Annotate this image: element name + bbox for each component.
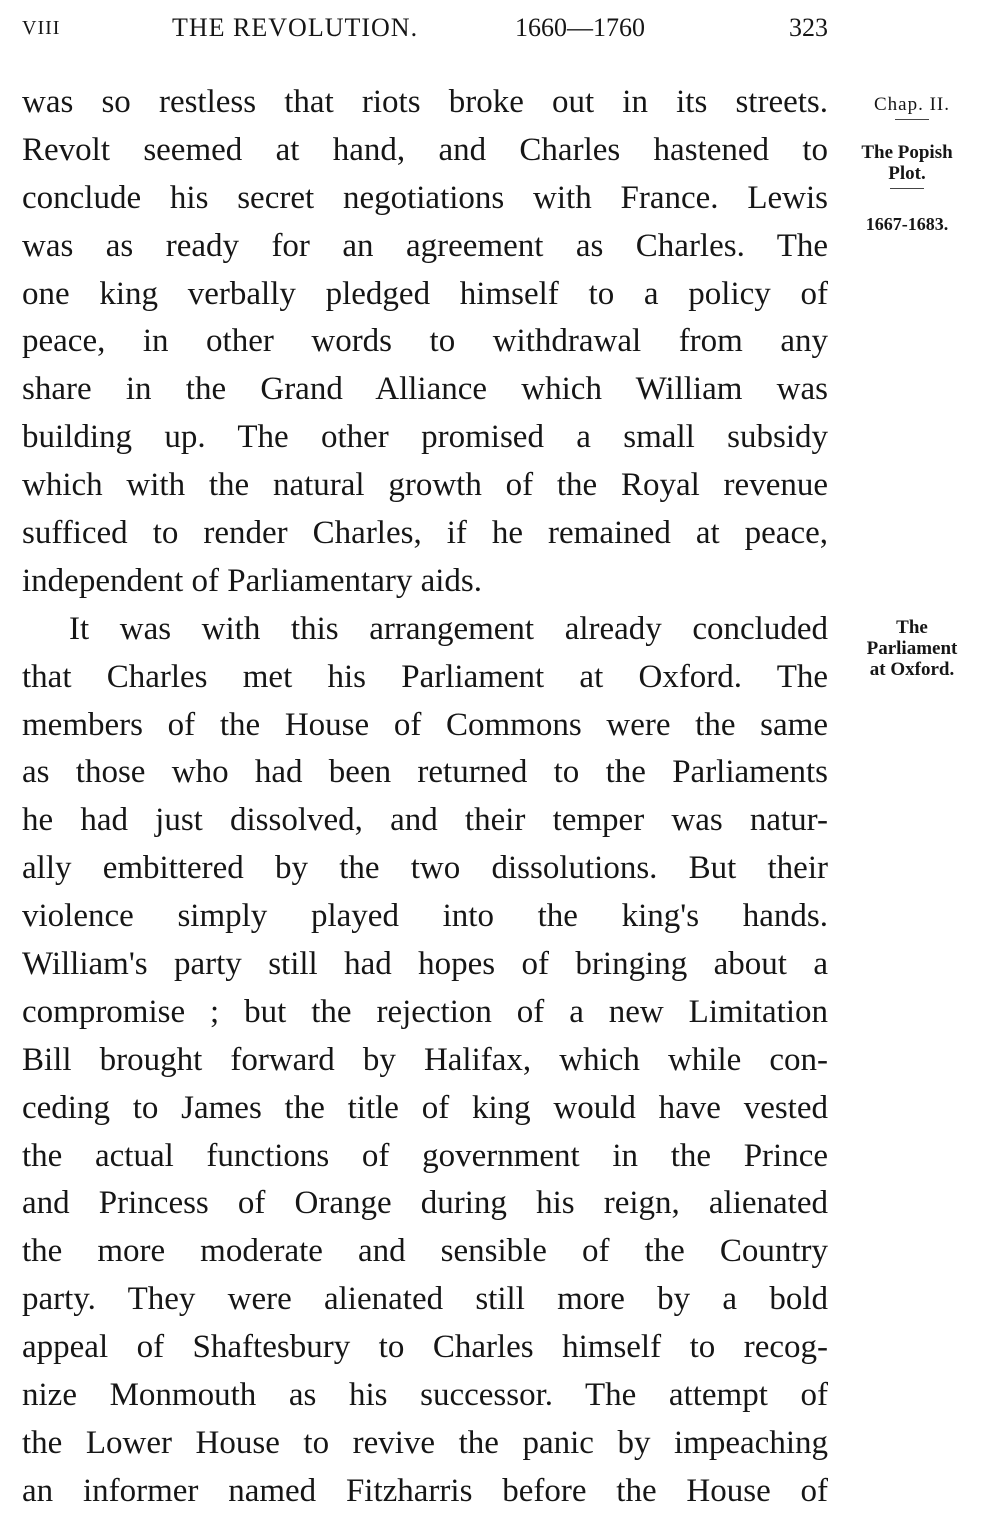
body-text (22, 79, 828, 1516)
paragraph (22, 606, 828, 1516)
margin-topic-line: Parliament (866, 638, 958, 659)
text-line: conclude his secret negotiations with France. Lewis (22, 179, 828, 216)
text-line: share in the Grand Alliance which William was (22, 371, 828, 408)
margin-section-dates: 1667-1683. (865, 214, 949, 234)
text-line: was as ready for an agreement as Charles. The (22, 227, 828, 264)
text-line: party. They were alienated still more by a bold (22, 1281, 828, 1318)
text-line: independent of Parliamentary aids. (22, 562, 483, 599)
margin-topic-note (842, 617, 982, 680)
text-line: ceding to James the title of king would have vested (22, 1089, 828, 1126)
text-line: was so restless that riots broke out in its streets. (22, 84, 828, 120)
text-line: nize Monmouth as his successor. The attempt of (22, 1377, 828, 1414)
margin-section-title (832, 142, 982, 194)
text-line: compromise ; but the rejection of a new Limitation (22, 993, 828, 1030)
text-line: which with the natural growth of the Royal revenue (22, 467, 828, 504)
header-years: 1660—1760 (515, 13, 645, 42)
text-line: he had just dissolved, and their temper was natur- (22, 802, 828, 839)
text-line: Bill brought forward by Halifax, which while con- (22, 1041, 828, 1078)
paragraph (22, 79, 828, 606)
running-header (22, 10, 828, 46)
text-line: an informer named Fitzharris before the House of (22, 1472, 828, 1509)
text-line: and Princess of Orange during his reign, alienated (22, 1185, 828, 1222)
text-line: as those who had been returned to the Parliaments (22, 754, 828, 791)
text-line: It was with this arrangement already concluded (69, 610, 828, 647)
text-line: sufficed to render Charles, if he remained at peace, (22, 515, 828, 552)
text-line: members of the House of Commons were the same (22, 706, 828, 743)
header-chapter-numeral: VIII (22, 17, 61, 39)
text-line: the actual functions of government in the Prince (22, 1137, 828, 1174)
text-line: one king verbally pledged himself to a policy of (22, 275, 828, 312)
margin-rule (890, 188, 924, 189)
text-line: peace, in other words to withdrawal from any (22, 323, 828, 360)
margin-chapter-note (842, 94, 982, 125)
margin-chapter-label: Chap. II. (873, 94, 950, 115)
margin-section-title-line: The Popish (861, 142, 953, 163)
text-line: the more moderate and sensible of the Country (22, 1233, 828, 1270)
text-line: the Lower House to revive the panic by impeaching (22, 1424, 828, 1461)
margin-topic-line: The (896, 617, 928, 638)
header-title: THE REVOLUTION. (172, 13, 419, 42)
text-line: ally embittered by the two dissolutions. But their (22, 850, 828, 887)
margin-section-title-line: Plot. (888, 163, 926, 184)
text-line: that Charles met his Parliament at Oxford. The (22, 658, 828, 695)
margin-topic-line: at Oxford. (869, 659, 955, 680)
text-line: William's party still had hopes of bringing about a (22, 946, 828, 983)
text-line: violence simply played into the king's hands. (22, 898, 828, 935)
text-line: Revolt seemed at hand, and Charles hastened to (22, 131, 828, 168)
text-line: building up. The other promised a small subsidy (22, 419, 828, 456)
margin-rule (895, 119, 929, 120)
text-line: appeal of Shaftesbury to Charles himself to recog- (22, 1329, 828, 1366)
page-number: 323 (789, 13, 828, 42)
